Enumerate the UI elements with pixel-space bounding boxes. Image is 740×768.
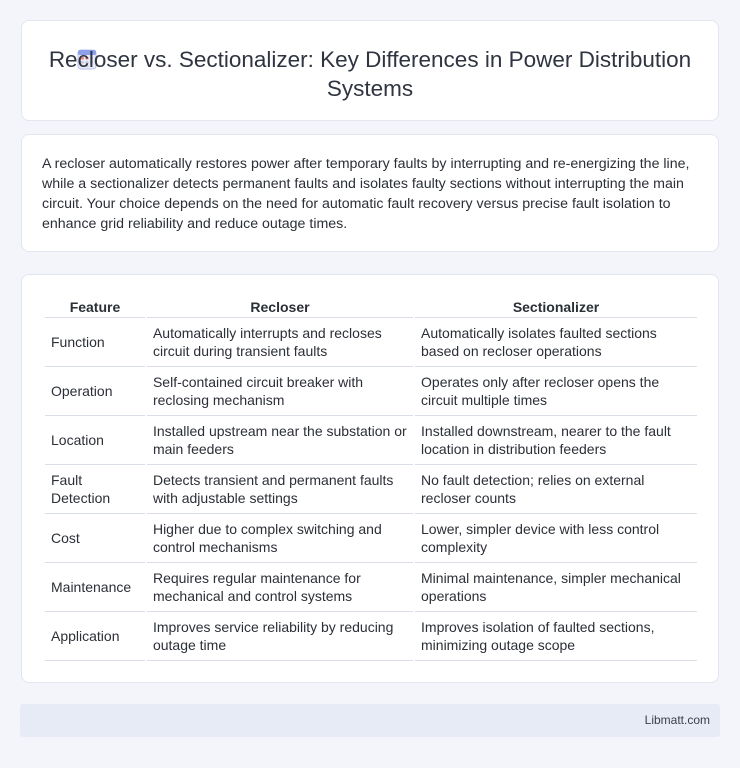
recloser-cell: Self-contained circuit breaker with reclosing mechanism: [147, 367, 413, 416]
table-header-row: [45, 296, 697, 318]
table-row: [45, 514, 697, 563]
footer-site-link[interactable]: Libmatt.com: [644, 713, 710, 727]
feature-cell: Application: [45, 612, 145, 661]
table-row: [45, 367, 697, 416]
sectionalizer-cell: Lower, simpler device with less control complexity: [415, 514, 697, 563]
feature-cell: Maintenance: [45, 563, 145, 612]
table-row: [45, 318, 697, 367]
recloser-cell: Requires regular maintenance for mechanical and control systems: [147, 563, 413, 612]
header-sectionalizer: Sectionalizer: [415, 296, 697, 318]
header-recloser: Recloser: [147, 296, 413, 318]
summary-card: [21, 134, 719, 252]
sectionalizer-cell: Installed downstream, nearer to the fault location in distribution feeders: [415, 416, 697, 465]
feature-cell: Cost: [45, 514, 145, 563]
feature-cell: Function: [45, 318, 145, 367]
page-title: Recloser vs. Sectionalizer: Key Differences in Power Distribution Systems: [48, 47, 692, 101]
recloser-cell: Automatically interrupts and recloses circuit during transient faults: [147, 318, 413, 367]
table-row: [45, 612, 697, 661]
title-card: [21, 20, 719, 121]
sectionalizer-cell: Minimal maintenance, simpler mechanical operations: [415, 563, 697, 612]
recloser-cell: Higher due to complex switching and control mechanisms: [147, 514, 413, 563]
table-row: [45, 563, 697, 612]
table-row: [45, 465, 697, 514]
summary-text: A recloser automatically restores power after temporary faults by interrupting and re-energizing the line, while a sectionalizer detects permanent faults and isolates faulty sections without interrupting the main circuit. Your choice depends on the need for automatic fault recovery versus precise fault isolation to enhance grid reliability and reduce outage times.: [42, 156, 690, 232]
recloser-cell: Installed upstream near the substation or main feeders: [147, 416, 413, 465]
footer: [20, 704, 720, 737]
comparison-table: [43, 296, 699, 661]
header-feature: Feature: [45, 296, 145, 318]
sectionalizer-cell: Automatically isolates faulted sections based on recloser operations: [415, 318, 697, 367]
sectionalizer-cell: No fault detection; relies on external recloser counts: [415, 465, 697, 514]
sectionalizer-cell: Operates only after recloser opens the circuit multiple times: [415, 367, 697, 416]
recloser-cell: Detects transient and permanent faults with adjustable settings: [147, 465, 413, 514]
recloser-cell: Improves service reliability by reducing outage time: [147, 612, 413, 661]
table-row: [45, 416, 697, 465]
comparison-card: [21, 274, 719, 683]
feature-cell: Fault Detection: [45, 465, 145, 514]
feature-cell: Location: [45, 416, 145, 465]
sectionalizer-cell: Improves isolation of faulted sections, minimizing outage scope: [415, 612, 697, 661]
feature-cell: Operation: [45, 367, 145, 416]
